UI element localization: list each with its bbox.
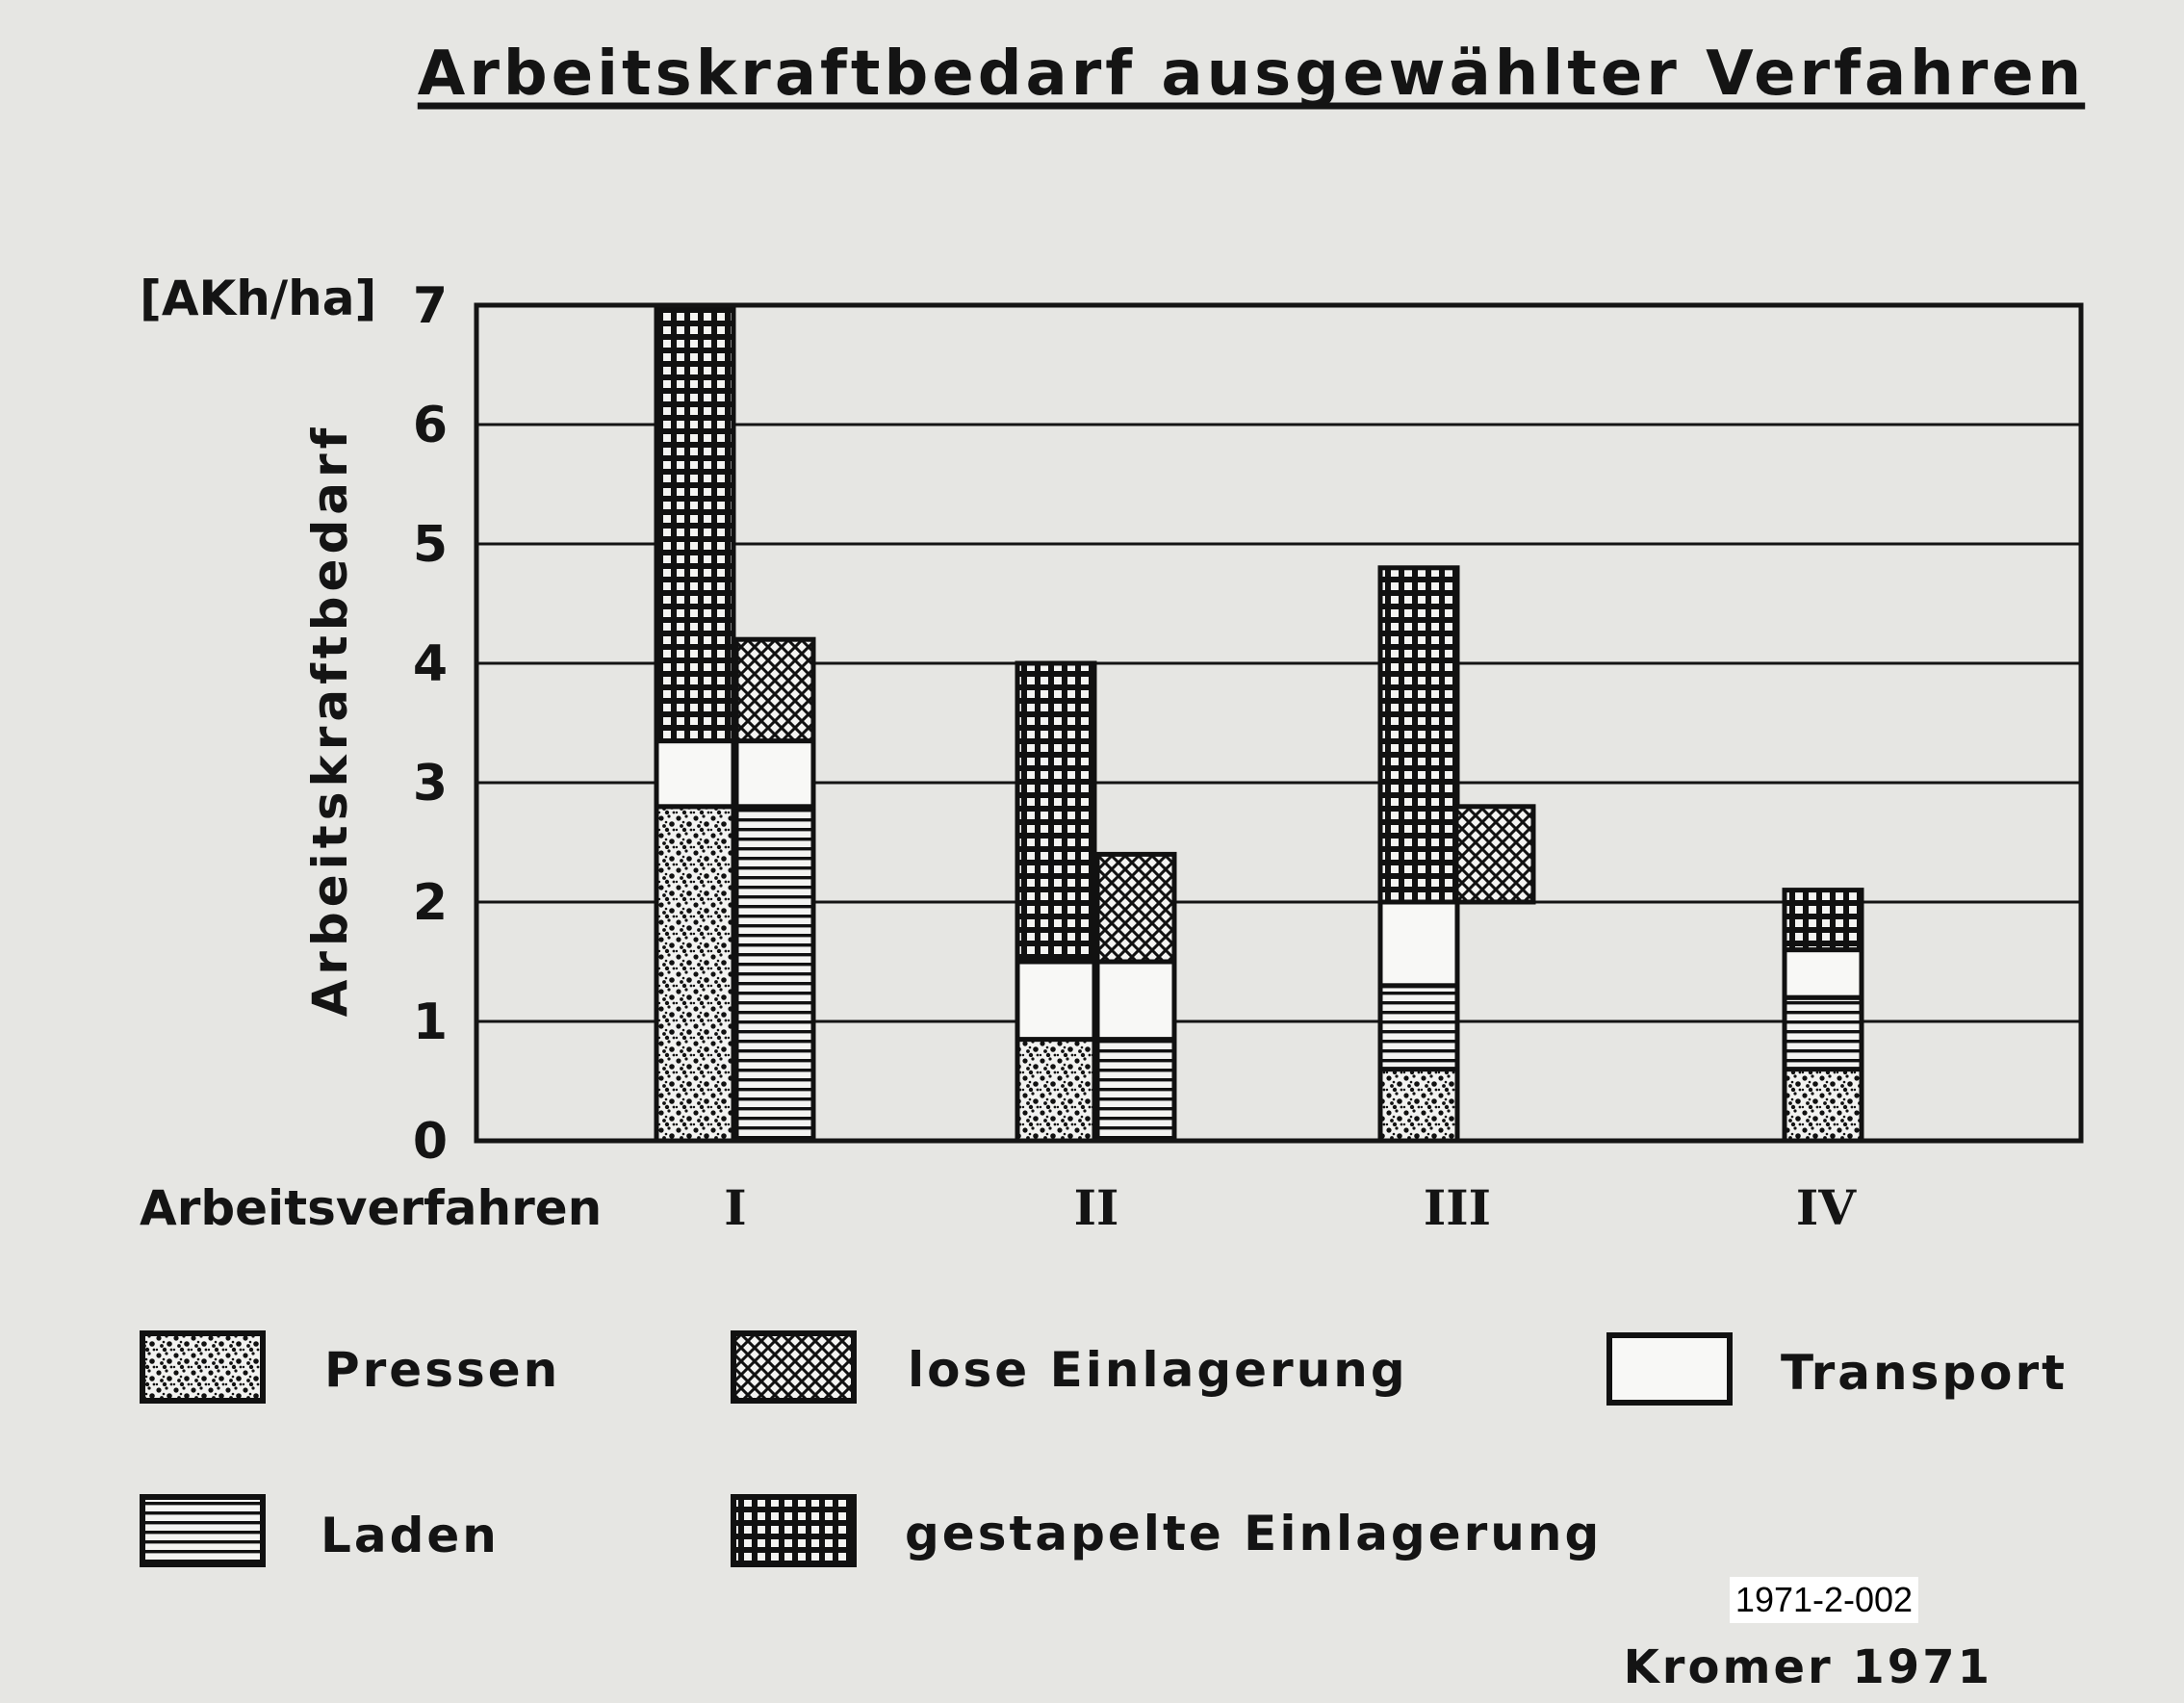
y-tick-label: 2	[412, 874, 448, 932]
x-tick-label: II	[1073, 1179, 1119, 1236]
bar-segment-pressen	[656, 807, 733, 1141]
bar-segment-transport	[1017, 962, 1094, 1040]
legend-swatch-laden	[142, 1497, 263, 1564]
x-tick-label: IV	[1795, 1179, 1857, 1236]
x-tick-label: III	[1423, 1179, 1492, 1236]
legend-label-pressen: Pressen	[324, 1342, 561, 1398]
unit-label: [AKh/ha]	[140, 271, 377, 326]
legend-swatch-pressen	[142, 1333, 263, 1401]
bar-segment-laden	[1785, 997, 1862, 1069]
bar-segment-transport	[736, 741, 813, 807]
bar-segment-transport	[1097, 962, 1174, 1040]
bar-segment-transport	[656, 741, 733, 807]
catalog-badge-text: 1971-2-002	[1734, 1580, 1914, 1619]
bar-segment-lose	[736, 639, 813, 740]
legend-label-gestapelt: gestapelte Einlagerung	[905, 1506, 1603, 1561]
bar-segment-gestapelt	[1380, 568, 1457, 902]
bar-segment-lose	[1456, 807, 1533, 902]
legend-label-laden: Laden	[321, 1508, 500, 1563]
bar-segment-transport	[1380, 902, 1457, 986]
y-tick-labels	[413, 277, 448, 1171]
legend-label-lose: lose Einlagerung	[908, 1342, 1408, 1398]
x-axis-label: Arbeitsverfahren	[140, 1180, 603, 1236]
bar-segment-pressen	[1380, 1070, 1457, 1141]
y-tick-label: 1	[412, 993, 448, 1051]
bar-segment-pressen	[1785, 1070, 1862, 1141]
catalog-badge	[1730, 1577, 1918, 1623]
y-tick-label: 0	[412, 1113, 448, 1171]
bar-segment-transport	[1785, 950, 1862, 998]
y-tick-label: 4	[412, 635, 448, 693]
y-axis-label: Arbeitskraftbedarf	[302, 423, 358, 1018]
y-tick-label: 6	[412, 397, 448, 454]
x-tick-labels	[724, 1179, 1857, 1236]
bars	[656, 305, 1862, 1141]
y-tick-label: 7	[412, 277, 448, 335]
bar-segment-pressen	[1017, 1040, 1094, 1141]
chart-title: Arbeitskraftbedarf ausgewählter Verfahren	[417, 39, 2086, 110]
legend-swatch-gestapelt	[733, 1497, 854, 1564]
bar-segment-gestapelt	[1017, 663, 1094, 962]
legend-swatch-transport	[1609, 1335, 1730, 1403]
x-tick-label: I	[724, 1179, 747, 1236]
legend-swatch-lose	[733, 1333, 854, 1401]
bar-segment-laden	[1097, 1040, 1174, 1141]
bar-segment-laden	[736, 807, 813, 1141]
bar-segment-laden	[1380, 986, 1457, 1070]
credit-text: Kromer 1971	[1623, 1640, 1992, 1694]
legend-label-transport: Transport	[1781, 1345, 2068, 1401]
bar-segment-gestapelt	[656, 305, 733, 741]
legend	[142, 1333, 2068, 1564]
y-tick-label: 5	[412, 516, 448, 574]
y-tick-label: 3	[412, 755, 448, 813]
bar-segment-gestapelt	[1785, 890, 1862, 950]
bar-segment-lose	[1097, 854, 1174, 962]
